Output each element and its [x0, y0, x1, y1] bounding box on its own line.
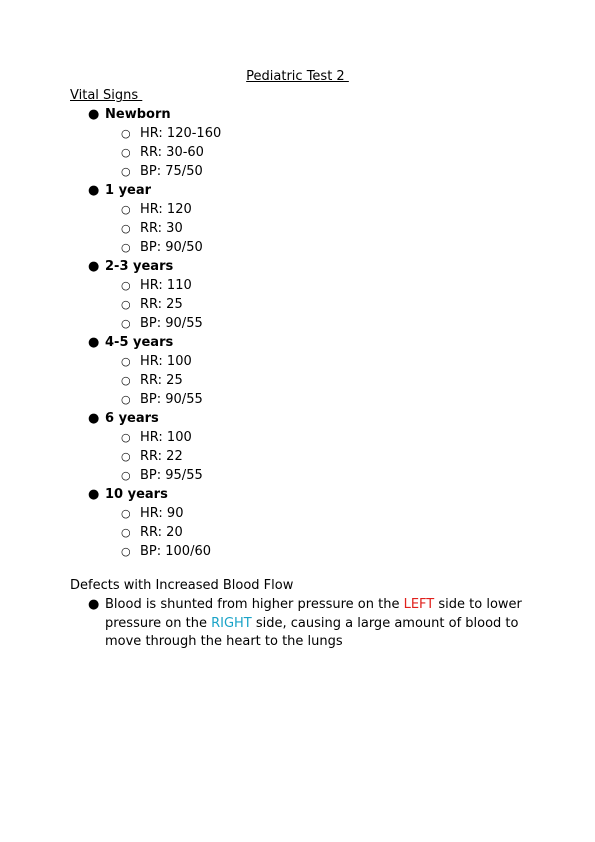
- defect-text-part: side, causing a large amount of blood to move through the heart to the lungs: [105, 615, 519, 649]
- vital-heart-rate: ○ HR: 100: [121, 354, 192, 369]
- page-title: Pediatric Test 2: [246, 69, 349, 84]
- vital-blood-pressure: ○ BP: 75/50: [121, 164, 203, 179]
- bullet-icon: ●: [88, 335, 100, 350]
- hollow-bullet-icon: ○: [121, 393, 131, 406]
- age-group-label: 6 years: [105, 411, 159, 426]
- vital-heart-rate: ○ HR: 120: [121, 202, 192, 217]
- left-side-highlight: LEFT: [403, 597, 435, 612]
- age-group-4-5-years: [0, 333, 221, 409]
- hollow-bullet-icon: ○: [121, 127, 131, 140]
- age-group-label: Newborn: [105, 107, 171, 122]
- hollow-bullet-icon: ○: [121, 450, 131, 463]
- age-group-2-3-years: [0, 257, 221, 333]
- vital-blood-pressure: ○ BP: 90/50: [121, 240, 203, 255]
- bullet-icon: ●: [88, 597, 100, 612]
- vital-signs-heading: Vital Signs: [70, 88, 143, 103]
- age-group-newborn: [0, 105, 221, 181]
- vital-blood-pressure: ○ BP: 95/55: [121, 468, 203, 483]
- vital-blood-pressure: ○ BP: 90/55: [121, 392, 203, 407]
- hollow-bullet-icon: ○: [121, 165, 131, 178]
- vital-heart-rate: ○ HR: 100: [121, 430, 192, 445]
- vital-respiratory-rate: ○ RR: 25: [121, 297, 183, 312]
- defect-text-part: side to lower pressure on the: [105, 597, 522, 631]
- defects-heading: Defects with Increased Blood Flow: [70, 578, 294, 593]
- age-group-1-year: [0, 181, 221, 257]
- hollow-bullet-icon: ○: [121, 146, 131, 159]
- vital-respiratory-rate: ○ RR: 22: [121, 449, 183, 464]
- vitals-list: [0, 504, 221, 561]
- bullet-icon: ●: [88, 487, 100, 502]
- vital-blood-pressure: ○ BP: 90/55: [121, 316, 203, 331]
- hollow-bullet-icon: ○: [121, 469, 131, 482]
- hollow-bullet-icon: ○: [121, 298, 131, 311]
- age-group-10-years: [0, 485, 221, 561]
- hollow-bullet-icon: ○: [121, 526, 131, 539]
- hollow-bullet-icon: ○: [121, 317, 131, 330]
- bullet-icon: ●: [88, 183, 100, 198]
- hollow-bullet-icon: ○: [121, 203, 131, 216]
- bullet-icon: ●: [88, 411, 100, 426]
- vital-respiratory-rate: ○ RR: 25: [121, 373, 183, 388]
- vital-blood-pressure: ○ BP: 100/60: [121, 544, 212, 559]
- age-group-label: 10 years: [105, 487, 168, 502]
- vitals-list: [0, 428, 221, 485]
- age-group-6-years: [0, 409, 221, 485]
- age-group-label: 2-3 years: [105, 259, 174, 274]
- hollow-bullet-icon: ○: [121, 279, 131, 292]
- vital-respiratory-rate: ○ RR: 20: [121, 525, 183, 540]
- defect-text-part: Blood is shunted from higher pressure on the: [105, 597, 404, 612]
- hollow-bullet-icon: ○: [121, 355, 131, 368]
- hollow-bullet-icon: ○: [121, 507, 131, 520]
- age-group-label: 4-5 years: [105, 335, 174, 350]
- vitals-list: [0, 200, 221, 257]
- age-group-list: [0, 105, 221, 561]
- vitals-list: [0, 276, 221, 333]
- bullet-icon: ●: [88, 107, 100, 122]
- vitals-list: [0, 352, 221, 409]
- vital-respiratory-rate: ○ RR: 30-60: [121, 145, 204, 160]
- vital-heart-rate: ○ HR: 110: [121, 278, 192, 293]
- vital-heart-rate: ○ HR: 120-160: [121, 126, 222, 141]
- right-side-highlight: RIGHT: [211, 615, 252, 631]
- vitals-list: [0, 124, 221, 181]
- hollow-bullet-icon: ○: [121, 222, 131, 235]
- vital-heart-rate: ○ HR: 90: [121, 506, 184, 521]
- bullet-icon: ●: [88, 259, 100, 274]
- hollow-bullet-icon: ○: [121, 241, 131, 254]
- defect-bullet-item: [88, 596, 535, 652]
- hollow-bullet-icon: ○: [121, 374, 131, 387]
- vital-respiratory-rate: ○ RR: 30: [121, 221, 183, 236]
- age-group-label: 1 year: [105, 183, 152, 198]
- hollow-bullet-icon: ○: [121, 545, 131, 558]
- hollow-bullet-icon: ○: [121, 431, 131, 444]
